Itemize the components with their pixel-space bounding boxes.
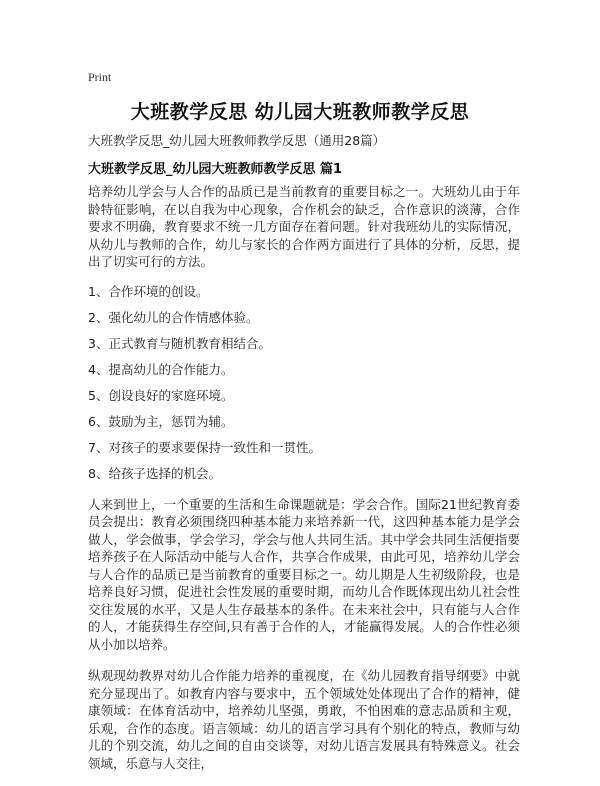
list-item: 8、给孩子选择的机会。 — [88, 465, 221, 481]
body-paragraph: 人来到世上，一个重要的生活和生命课题就是：学会合作。国际21世纪教育委员会提出：教育必须围绕四种基本能力来培养新一代，这四种基本能力是学会做人，学会做事，学会学习，学会与他人共同生活。其中学会共同生活便指要培养孩子在人际活动中能与人合作，共享合作成果，由此可见，培养幼儿学会与人合作的品质已是当前教育的重要目标之一。幼儿期是人生初级阶段，也是培养良好习惯，促进社会性发展的重要时期，而幼儿合作既体现出幼儿社会性交往发展的水平，又是人生存最基本的条件。在未来社会中，只有能与人合作的人，才能获得生存空间,只有善于合作的人，才能赢得发展。人的合作性必须从小加以培养。 — [88, 496, 520, 652]
intro-paragraph: 培养幼儿学会与人合作的品质已是当前教育的重要目标之一。大班幼儿由于年龄特征影响，在以自我为中心现象，合作机会的缺乏，合作意识的淡薄，合作要求不明确，教育要求不统一几方面存在着问题。针对我班幼儿的实际情况，从幼儿与教师的合作，幼儿与家长的合作两方面进行了具体的分析，反思，提出了切实可行的方法。 — [88, 184, 520, 269]
list-item: 2、强化幼儿的合作情感体验。 — [88, 309, 259, 325]
list-item: 7、对孩子的要求要保持一致性和一贯性。 — [88, 439, 321, 455]
list-item: 1、合作环境的创设。 — [88, 283, 209, 299]
list-item: 5、创设良好的家庭环境。 — [88, 387, 234, 403]
body-paragraph: 纵观现幼教界对幼儿合作能力培养的重视度，在《幼儿园教育指导纲要》中就充分显现出了。如教育内容与要求中，五个领域处处体现出了合作的精神，健康领域：在体育活动中，培养幼儿坚强，勇敢，不怕困难的意志品质和主观，乐观，合作的态度。语言领域：幼儿的语言学习具有个别化的特点，教师与幼儿的个别交流，幼儿之间的自由交谈等，对幼儿语言发展具有特殊意义。社会领域，乐意与人交往， — [88, 668, 520, 771]
list-item: 4、提高幼儿的合作能力。 — [88, 361, 234, 377]
print-label: Print — [88, 70, 112, 84]
list-item: 6、鼓励为主，惩罚为辅。 — [88, 413, 234, 429]
document-body — [88, 183, 520, 786]
section-heading: 大班教学反思_幼儿园大班教师教学反思 篇1 — [88, 162, 343, 177]
list-item: 3、正式教育与随机教育相结合。 — [88, 335, 271, 351]
document-subtitle: 大班教学反思_幼儿园大班教师教学反思（通用28篇） — [88, 133, 386, 148]
page-title: 大班教学反思 幼儿园大班教师教学反思 — [130, 101, 470, 123]
